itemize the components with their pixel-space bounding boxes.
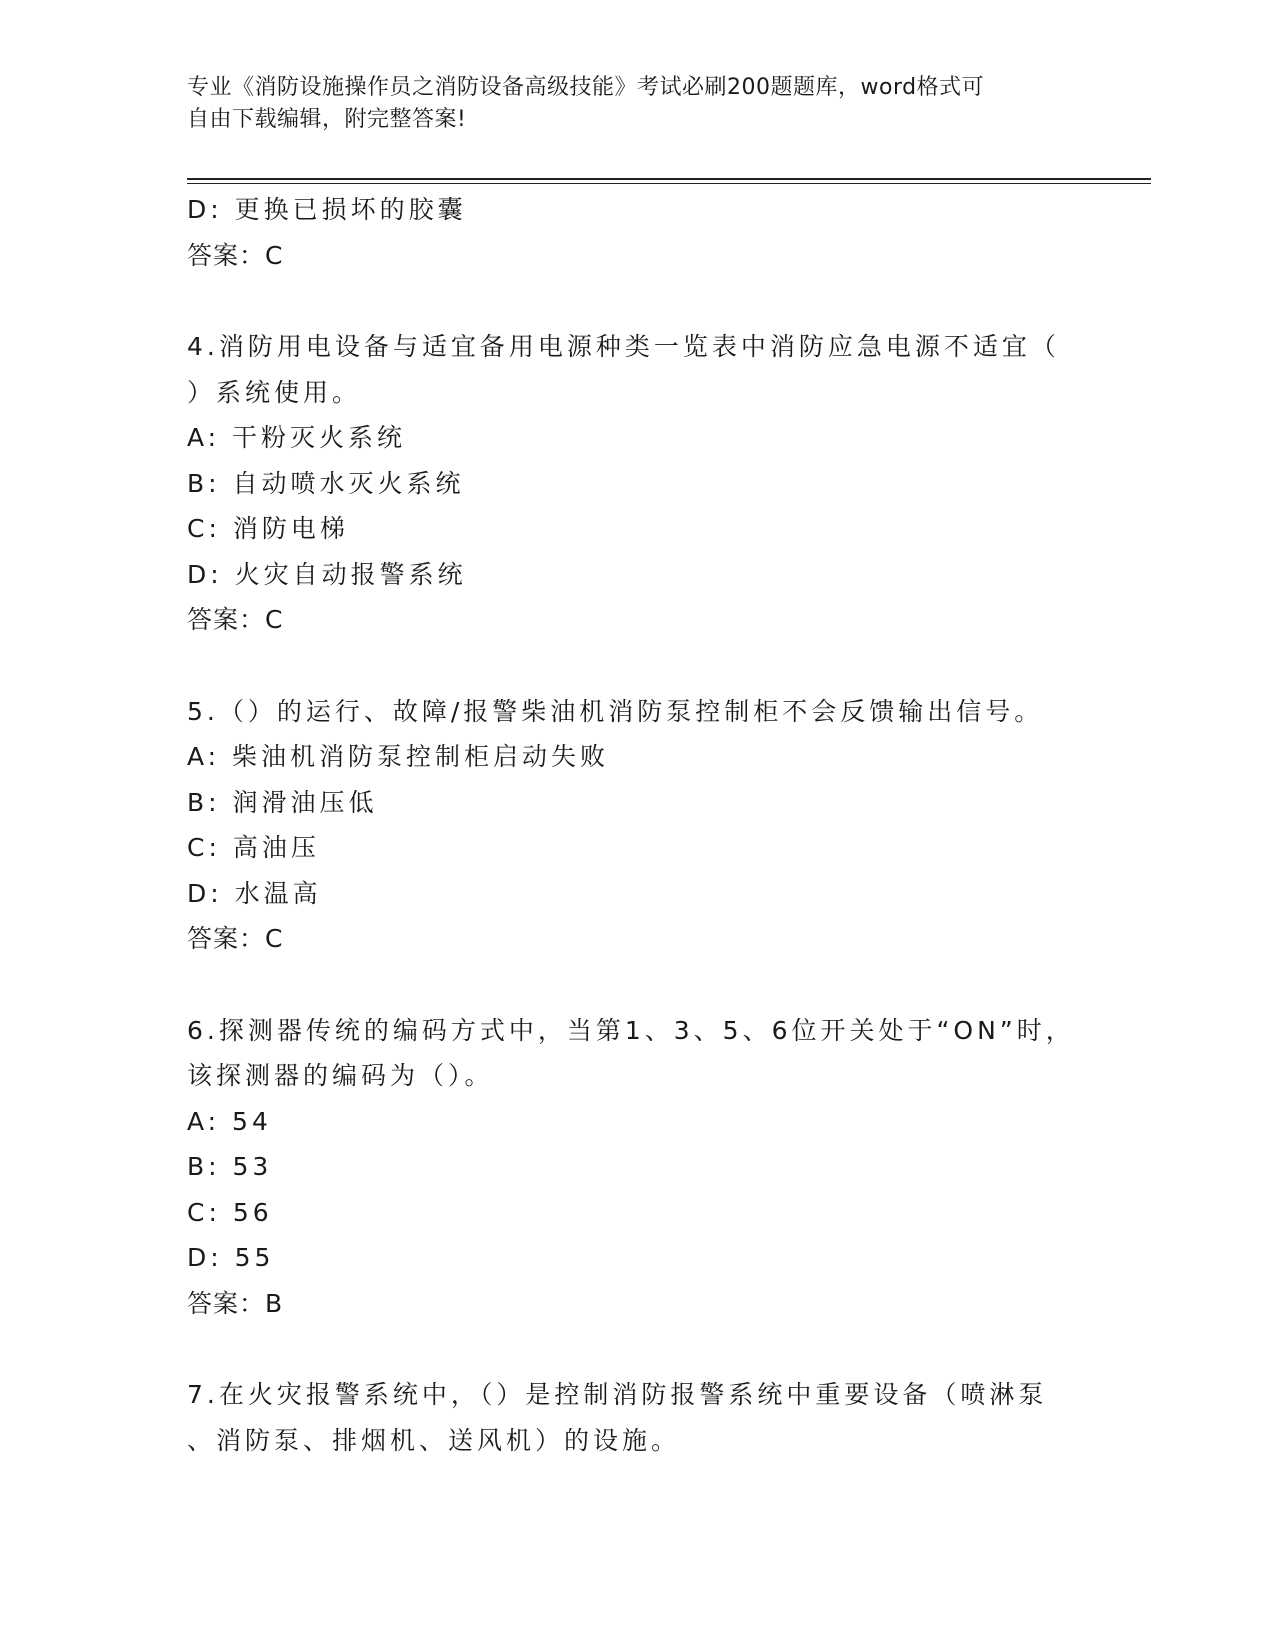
question-stem: ）系统使用。 (187, 377, 362, 407)
question-content (187, 187, 1075, 1463)
option-d: D: 更换已损坏的胶囊 (187, 195, 467, 224)
option-a: A: 54 (187, 1106, 272, 1136)
header-divider-thin (187, 183, 1151, 184)
question-stem: 该探测器的编码为（）。 (187, 1061, 494, 1090)
page-header (187, 72, 1067, 136)
question-stem: 5.（）的运行、故障/报警柴油机消防泵控制柜不会反馈输出信号。 (187, 696, 1044, 726)
option-d: D: 水温高 (187, 878, 322, 908)
option-d: D: 火灾自动报警系统 (187, 559, 467, 589)
option-c: C: 高油压 (187, 833, 320, 862)
answer: 答案：C (187, 924, 284, 953)
option-b: B: 自动喷水灭火系统 (187, 468, 465, 498)
header-divider-thick (187, 178, 1151, 180)
question-stem: 4.消防用电设备与适宜备用电源种类一览表中消防应急电源不适宜（ (187, 332, 1060, 361)
header-line-1: 专业《消防设施操作员之消防设备高级技能》考试必刷200题题库，word格式可 (187, 75, 985, 100)
answer: 答案：C (187, 240, 284, 270)
option-a: A: 干粉灭火系统 (187, 423, 407, 452)
answer: 答案：C (187, 605, 284, 634)
question-stem: 7.在火灾报警系统中，（）是控制消防报警系统中重要设备（喷淋泵 (187, 1380, 1048, 1409)
option-c: C: 消防电梯 (187, 514, 349, 543)
question-stem: 、消防泵、排烟机、送风机）的设施。 (187, 1425, 681, 1455)
option-b: B: 53 (187, 1152, 273, 1181)
question-5 (187, 689, 1067, 962)
question-7 (187, 1372, 1067, 1463)
option-b: B: 润滑油压低 (187, 787, 378, 817)
option-a: A: 柴油机消防泵控制柜启动失败 (187, 742, 610, 771)
header-line-2: 自由下载编辑，附完整答案! (187, 107, 467, 132)
question-6 (187, 1008, 1075, 1327)
option-c: C: 56 (187, 1197, 273, 1227)
option-d: D: 55 (187, 1243, 275, 1272)
question-4 (187, 324, 1067, 643)
answer: 答案：B (187, 1288, 284, 1318)
question-stem: 6.探测器传统的编码方式中，当第1、3、5、6位开关处于“ON”时， (187, 1015, 1075, 1045)
